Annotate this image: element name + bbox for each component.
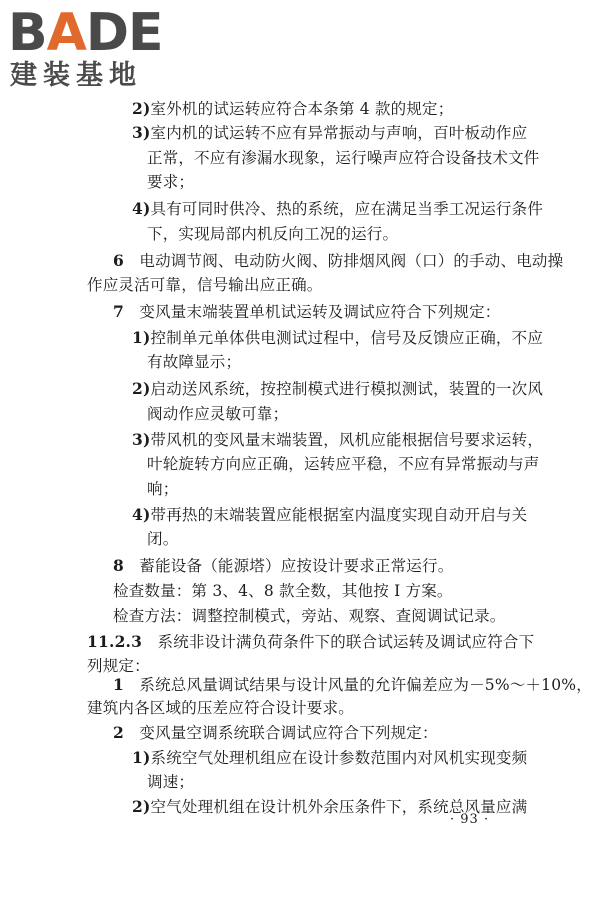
logo-subtitle: 建装基地: [10, 60, 142, 91]
text-line: 闭。: [147, 530, 179, 549]
text-line: 有故障显示；: [147, 353, 242, 372]
line-text: 建筑内各区域的压差应符合设计要求。: [87, 699, 354, 718]
text-line: 8 蓄能设备（能源塔）应按设计要求正常运行。: [113, 556, 454, 576]
text-line: [113, 722, 438, 744]
text-line: 检查数量：第 3、4、8 款全数，其他按 Ⅰ 方案。: [113, 581, 453, 600]
text-line: 要求；: [147, 173, 195, 192]
line-text: 系统总风量调试结果与设计风量的允许偏差应为－5%～＋10%，: [139, 675, 592, 694]
line-text: 调速；: [147, 772, 195, 791]
text-line: 1)控制单元单体供电测试过程中，信号及反馈应正确，不应: [132, 328, 544, 348]
text-line: 作应灵活可靠，信号输出应正确。: [87, 275, 323, 294]
text-line: [113, 674, 592, 696]
line-text: 变风量空调系统联合调试应符合下列规定：: [139, 723, 438, 742]
text-line: 4)具有可同时供冷、热的系统，应在满足当季工况运行条件: [132, 199, 544, 219]
text-line: 2)启动送风系统，按控制模式进行模拟测试，装置的一次风: [132, 379, 544, 399]
text-line: [132, 747, 527, 769]
line-text: 空气处理机组在设计机外余压条件下，系统总风量应满: [150, 798, 528, 816]
logo-wordmark: BADE: [8, 3, 163, 63]
text-line: 下，实现局部内机反向工况的运行。: [147, 224, 399, 243]
text-line: 7 变风量末端装置单机试运转及调试应符合下列规定：: [113, 301, 501, 321]
text-line: 4)带再热的末端装置应能根据室内温度实现自动开启与关: [132, 504, 528, 524]
section-heading: 11.2.3 系统非设计满负荷条件下的联合试运转及调试应符合下: [87, 631, 535, 651]
text-line: 6 电动调节阀、电动防火阀、防排烟风阀（口）的手动、电动操: [113, 250, 564, 270]
item-number: 2: [113, 722, 124, 742]
text-line: 3)带风机的变风量末端装置，风机应能根据信号要求运转，: [132, 429, 544, 449]
text-line: 正常，不应有渗漏水现象，运行噪声应符合设备技术文件: [147, 148, 540, 167]
text-line: 叶轮旋转方向应正确，运转应平稳，不应有异常振动与声: [147, 455, 540, 474]
line-text: 系统空气处理机组应在设计参数范围内对风机实现变频: [150, 749, 528, 768]
item-number: 1): [132, 748, 151, 768]
bade-logo: [8, 4, 178, 98]
text-line: 阀动作应灵敏可靠；: [147, 404, 289, 423]
text-line: 2)室外机的试运转应符合本条第 4 款的规定；: [132, 99, 454, 118]
text-line: 列规定：: [87, 657, 150, 676]
item-number: 1: [113, 674, 124, 694]
item-number: 2): [132, 797, 151, 816]
text-line: 3)室内机的试运转不应有异常振动与声响，百叶板动作应: [132, 123, 528, 143]
text-line: [147, 771, 194, 793]
text-line: 检查方法：调整控制模式，旁站、观察、查阅调试记录。: [113, 606, 506, 625]
text-line: 响；: [147, 479, 179, 498]
page-number: · 93 ·: [450, 812, 490, 827]
text-line: [87, 697, 354, 719]
